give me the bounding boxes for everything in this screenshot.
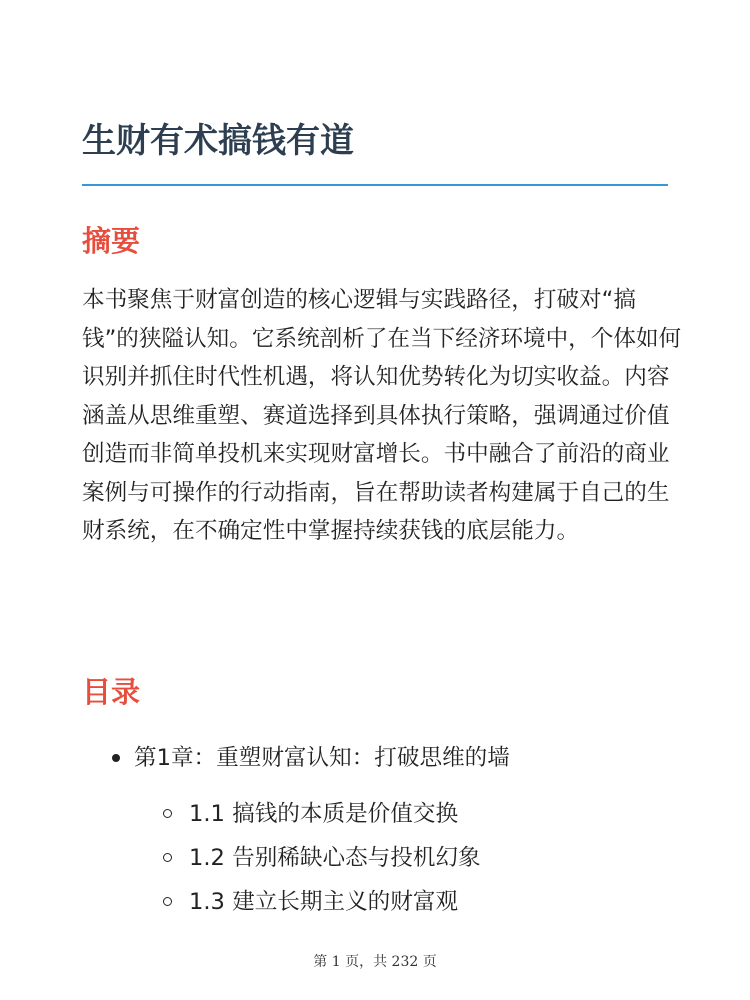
title-divider	[82, 184, 668, 186]
bullet-circle-icon	[163, 853, 172, 862]
toc-section-label: 1.2 告别稀缺心态与投机幻象	[189, 845, 481, 871]
book-title: 生财有术搞钱有道	[82, 121, 354, 161]
toc-heading: 目录	[82, 675, 141, 709]
toc-section-label: 1.1 搞钱的本质是价值交换	[189, 801, 459, 827]
bullet-circle-icon	[163, 897, 172, 906]
bullet-circle-icon	[163, 809, 172, 818]
bullet-disc-icon	[112, 754, 120, 762]
abstract-body: 本书聚焦于财富创造的核心逻辑与实践路径，打破对“搞钱”的狭隘认知。它系统剖析了在当下经济环境中，个体如何识别并抓住时代性机遇，将认知优势转化为切实收益。内容涵盖从思维重塑、赛道选择到具体执行策略，强调通过价值创造而非简单投机来实现财富增长。书中融合了前沿的商业案例与可操作的行动指南，旨在帮助读者构建属于自己的生财系统，在不确定性中掌握持续获钱的底层能力。	[82, 287, 682, 544]
toc-chapter-label: 第1章：重塑财富认知：打破思维的墙	[134, 745, 510, 771]
abstract-heading: 摘要	[82, 224, 141, 258]
toc-section-label: 1.3 建立长期主义的财富观	[189, 889, 459, 915]
page-number-footer: 第 1 页，共 232 页	[313, 954, 437, 970]
